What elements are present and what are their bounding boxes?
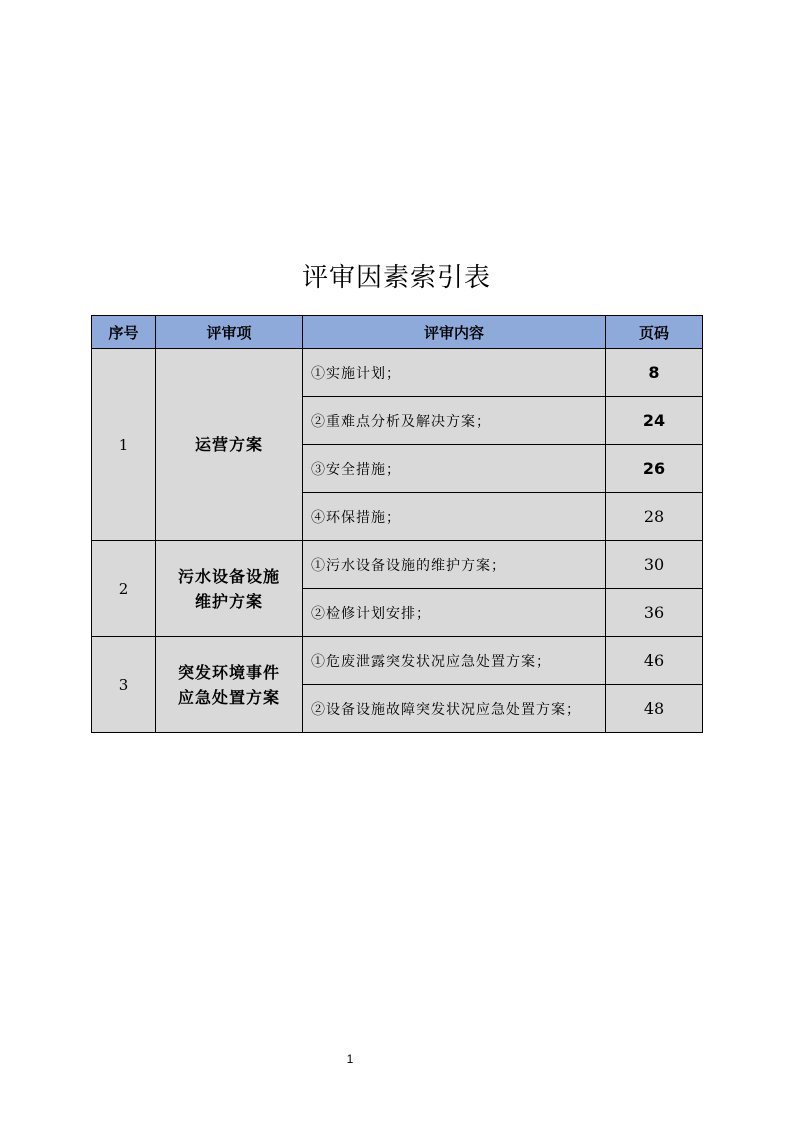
- page-cell: 8: [606, 349, 703, 397]
- item-line: 应急处置方案: [177, 687, 280, 707]
- table-header-row: [92, 316, 703, 349]
- item-cell: [156, 541, 303, 637]
- header-content: 评审内容: [303, 316, 606, 349]
- content-cell: ③安全措施；: [303, 445, 606, 493]
- page-cell: 26: [606, 445, 703, 493]
- table-row: [92, 349, 703, 397]
- page-cell: 46: [606, 637, 703, 685]
- header-item: 评审项: [156, 316, 303, 349]
- page-title: 评审因素索引表: [301, 263, 491, 293]
- content-cell: ④环保措施；: [303, 493, 606, 541]
- page-cell: 36: [606, 589, 703, 637]
- content-cell: ②设备设施故障突发状况应急处置方案；: [303, 685, 606, 733]
- header-seq: 序号: [92, 316, 156, 349]
- item-cell: [156, 349, 303, 541]
- content-cell: ②检修计划安排；: [303, 589, 606, 637]
- seq-cell: 3: [92, 637, 156, 733]
- item-line: 维护方案: [194, 591, 263, 611]
- seq-cell: 2: [92, 541, 156, 637]
- page-cell: 48: [606, 685, 703, 733]
- item-line: 突发环境事件: [177, 662, 280, 682]
- content-cell: ②重难点分析及解决方案；: [303, 397, 606, 445]
- item-cell: [156, 637, 303, 733]
- page-cell: 28: [606, 493, 703, 541]
- item-line: 运营方案: [194, 435, 263, 454]
- table-row: [92, 541, 703, 589]
- item-line: 污水设备设施: [177, 566, 280, 586]
- header-page: 页码: [606, 316, 703, 349]
- page-cell: 30: [606, 541, 703, 589]
- review-index-table: [91, 315, 703, 733]
- content-cell: ①污水设备设施的维护方案；: [303, 541, 606, 589]
- content-cell: ①实施计划；: [303, 349, 606, 397]
- page-cell: 24: [606, 397, 703, 445]
- page-number: 1: [346, 1052, 354, 1066]
- content-cell: ①危废泄露突发状况应急处置方案；: [303, 637, 606, 685]
- table-row: [92, 637, 703, 685]
- seq-cell: 1: [92, 349, 156, 541]
